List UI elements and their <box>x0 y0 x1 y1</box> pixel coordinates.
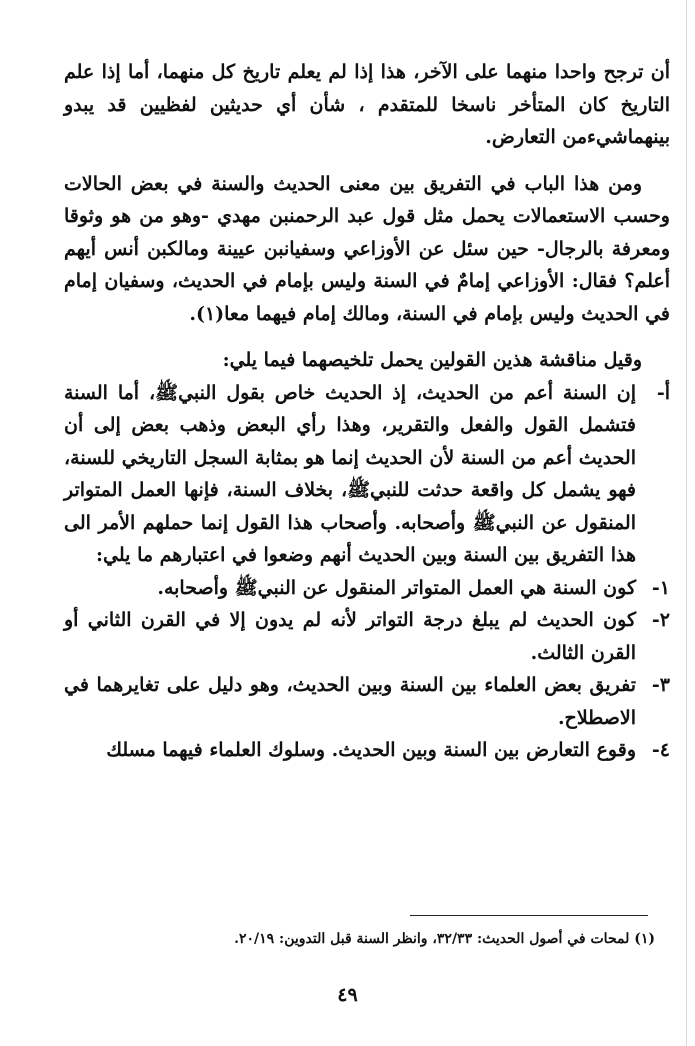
list-item-4-text: وقوع التعارض بين السنة وبين الحديث. وسلوك العلماء فيهما مسلك <box>106 739 636 761</box>
list-marker-4: ٤- <box>651 739 670 761</box>
list-item-a <box>64 377 670 572</box>
page-edge-line <box>686 0 687 1046</box>
list-item-1-text: كون السنة هي العمل المتواتر المنقول عن النبيﷺ وأصحابه. <box>157 576 636 599</box>
list-item-1 <box>64 572 670 605</box>
footnote-divider <box>410 915 648 916</box>
paragraph-2: ومن هذا الباب في التفريق بين معنى الحديث والسنة في بعض الحالات وحسب الاستعمالات يحمل مثل قول عبد الرحمنبن مهدي -وهو من هو وثوقا ومعرفة بالرجال- حين سئل عن الأوزاعي وسفيانبن عيينة ومالكبن أنس أيهم أعلم؟ فقال: الأوزاعي إمامٌ في السنة وليس بإمام في الحديث، وسفيان إمام في الحديث وليس بإمام في السنة، ومالك إمام فيهما معا(١). <box>64 172 670 325</box>
list-item-2 <box>64 604 670 669</box>
page-number: ٤٩ <box>337 984 358 1006</box>
list-marker-3: ٣- <box>651 674 670 696</box>
paragraph-3: وقيل مناقشة هذين القولين يحمل تلخيصهما فيما يلي: <box>222 349 642 371</box>
list-item-4 <box>64 734 670 767</box>
list-item-2-text: كون الحديث لم يبلغ درجة التواتر لأنه لم يدون إلا في القرن الثاني أو القرن الثالث. <box>64 609 636 664</box>
paragraph-1: أن ترجح واحدا منهما على الآخر، هذا إذا لم يعلم تاريخ كل منهما، أما إذا علم التاريخ كان المتأخر ناسخا للمتقدم ، شأن أي حديثين لفظيين قد يبدو بينهماشيءمن التعارض. <box>64 61 670 148</box>
list-item-a-text: إن السنة أعم من الحديث، إذ الحديث خاص بقول النبيﷺ، أما السنة فتشمل القول والفعل والتقرير، وهذا رأي البعض وذهب بعض إلى أن الحديث أعم من السنة لأن الحديث إنما هو بمثابة السجل التاريخي للسنة، فهو يشمل كل واقعة حدثت للنبيﷺ، بخلاف السنة، فإنها العمل المتواتر المنقول عن النبيﷺ وأصحابه. وأصحاب هذا القول إنما حملهم الأمر الى هذا التفريق بين السنة وبين الحديث أنهم وضعوا في اعتبارهم ما يلي: <box>64 381 636 566</box>
footnote: (١) لمحات في أصول الحديث: ٣٢/٣٣، وانظر السنة قبل التدوين: ٢٠/١٩. <box>234 931 655 947</box>
page-body <box>64 56 670 767</box>
list-item-3-text: تفريق بعض العلماء بين السنة وبين الحديث، وهو دليل على تغايرهما في الاصطلاح. <box>64 674 636 729</box>
list-marker-1: ١- <box>651 576 670 599</box>
list-marker-2: ٢- <box>651 609 670 631</box>
list-marker-a: أ- <box>656 381 670 404</box>
list-item-3 <box>64 669 670 734</box>
